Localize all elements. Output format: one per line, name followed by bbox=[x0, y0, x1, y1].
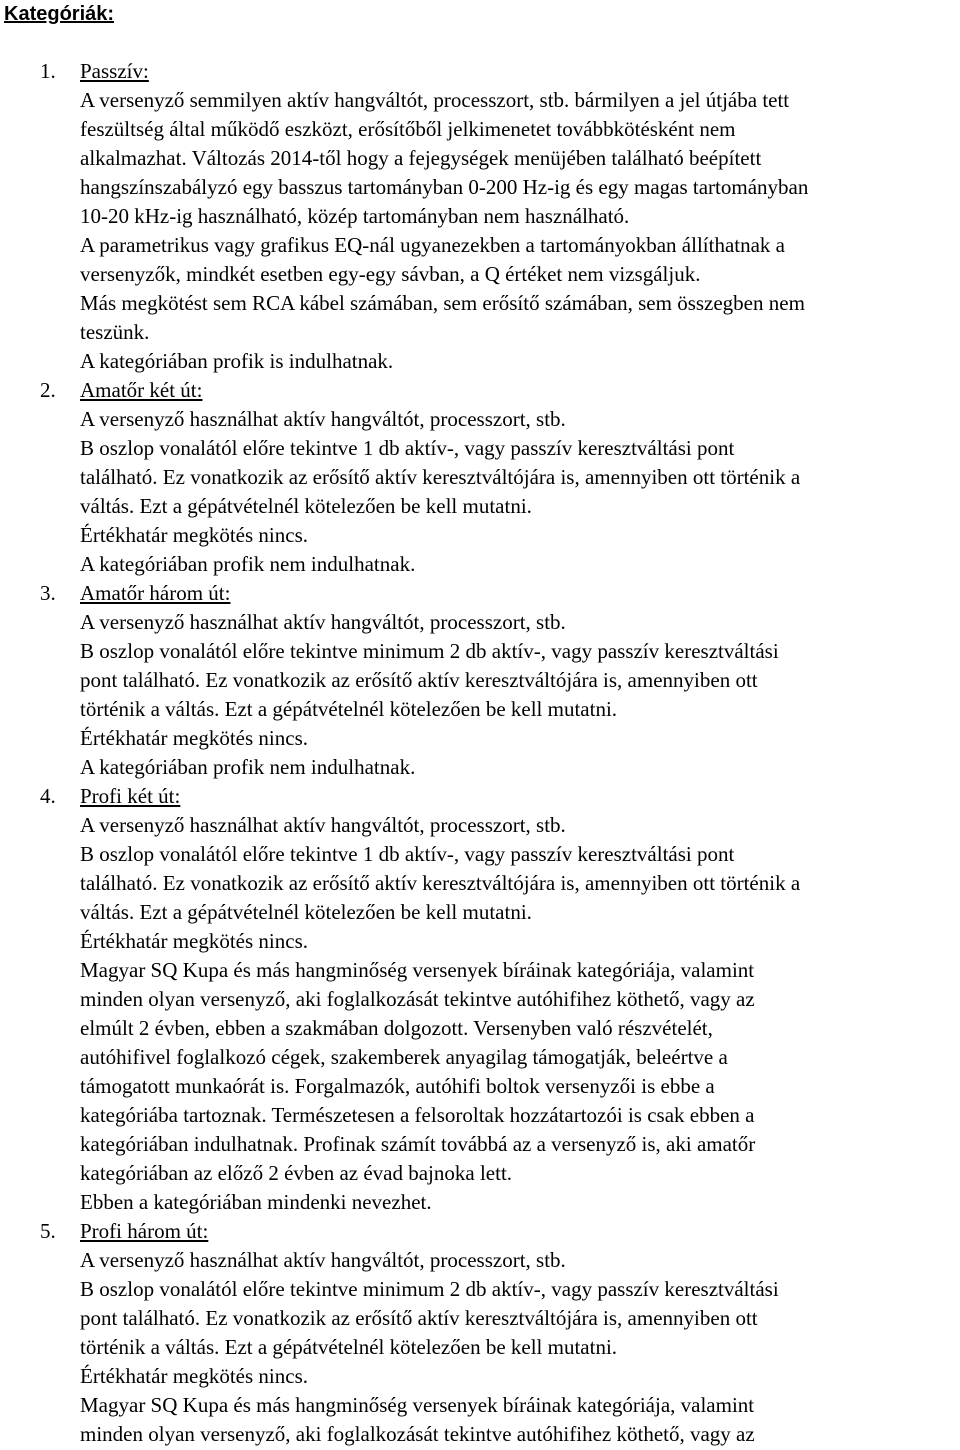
body-line: A kategóriában profik is indulhatnak. bbox=[80, 349, 394, 373]
body-line: A versenyző használhat aktív hangváltót, processzort, stb. bbox=[80, 1248, 566, 1272]
body-line: B oszlop vonalától előre tekintve minimum 2 db aktív-, vagy passzív keresztváltási bbox=[80, 1277, 779, 1301]
body-line: támogatott munkaórát is. Forgalmazók, autóhifi boltok versenyzői is ebbe a bbox=[80, 1074, 715, 1098]
category-body bbox=[80, 608, 955, 782]
category-number: 5. bbox=[40, 1219, 56, 1243]
body-line: hangszínszabályzó egy basszus tartományban 0-200 Hz-ig és egy magas tartományban bbox=[80, 175, 809, 199]
body-line: kategóriában az előző 2 évben az évad bajnoka lett. bbox=[80, 1161, 513, 1185]
category-title: Amatőr két út: bbox=[80, 378, 203, 402]
body-line: B oszlop vonalától előre tekintve 1 db aktív-, vagy passzív keresztváltási pont bbox=[80, 436, 735, 460]
body-line: elmúlt 2 évben, ebben a szakmában dolgozott. Versenyben való részvételét, bbox=[80, 1016, 713, 1040]
body-line: Értékhatár megkötés nincs. bbox=[80, 1364, 309, 1388]
body-line: A parametrikus vagy grafikus EQ-nál ugyanezekben a tartományokban állíthatnak a bbox=[80, 233, 785, 257]
body-line: 10-20 kHz-ig használható, közép tartományban nem használható. bbox=[80, 204, 630, 228]
body-line: történik a váltás. Ezt a gépátvételnél kötelezően be kell mutatni. bbox=[80, 697, 618, 721]
category-title: Amatőr három út: bbox=[80, 581, 231, 605]
body-line: Más megkötést sem RCA kábel számában, sem erősítő számában, sem összegben nem bbox=[80, 291, 805, 315]
body-line: teszünk. bbox=[80, 320, 150, 344]
body-line: Értékhatár megkötés nincs. bbox=[80, 523, 309, 547]
body-line: Ebben a kategóriában mindenki nevezhet. bbox=[80, 1190, 432, 1214]
body-line: Magyar SQ Kupa és más hangminőség versenyek bíráinak kategóriája, valamint bbox=[80, 958, 755, 982]
body-line: minden olyan versenyző, aki foglalkozását tekintve autóhifihez köthető, vagy az bbox=[80, 1422, 755, 1446]
body-line: A kategóriában profik nem indulhatnak. bbox=[80, 552, 416, 576]
body-line: A versenyző használhat aktív hangváltót, processzort, stb. bbox=[80, 813, 566, 837]
body-line: A versenyző használhat aktív hangváltót, processzort, stb. bbox=[80, 407, 566, 431]
category-number: 4. bbox=[40, 784, 56, 808]
category-title: Passzív: bbox=[80, 59, 149, 83]
body-line: autóhifivel foglalkozó cégek, szakemberek anyagilag támogatják, beleértve a bbox=[80, 1045, 728, 1069]
body-line: minden olyan versenyző, aki foglalkozását tekintve autóhifihez köthető, vagy az bbox=[80, 987, 755, 1011]
body-line: található. Ez vonatkozik az erősítő aktív keresztváltójára is, amennyiben ott történik a bbox=[80, 465, 801, 489]
body-line: alkalmazhat. Változás 2014-től hogy a fejegységek menüjében található beépített bbox=[80, 146, 762, 170]
body-line: versenyzők, mindkét esetben egy-egy sávban, a Q értéket nem vizsgáljuk. bbox=[80, 262, 701, 286]
category-body bbox=[80, 86, 955, 376]
category-number: 2. bbox=[40, 378, 56, 402]
body-line: A versenyző semmilyen aktív hangváltót, processzort, stb. bármilyen a jel útjába tett bbox=[80, 88, 790, 112]
body-line: Értékhatár megkötés nincs. bbox=[80, 726, 309, 750]
body-line: Értékhatár megkötés nincs. bbox=[80, 929, 309, 953]
body-line: feszültség által működő eszközt, erősítőből jelkimenetet továbbkötésként nem bbox=[80, 117, 736, 141]
body-line: pont található. Ez vonatkozik az erősítő aktív keresztváltójára is, amennyiben ott bbox=[80, 1306, 758, 1330]
body-line: váltás. Ezt a gépátvételnél kötelezően be kell mutatni. bbox=[80, 494, 532, 518]
category-number: 1. bbox=[40, 59, 56, 83]
category-body bbox=[80, 1246, 955, 1449]
category-title: Profi három út: bbox=[80, 1219, 209, 1243]
body-line: Magyar SQ Kupa és más hangminőség versenyek bíráinak kategóriája, valamint bbox=[80, 1393, 755, 1417]
body-line: A versenyző használhat aktív hangváltót, processzort, stb. bbox=[80, 610, 566, 634]
body-line: B oszlop vonalától előre tekintve 1 db aktív-, vagy passzív keresztváltási pont bbox=[80, 842, 735, 866]
category-title: Profi két út: bbox=[80, 784, 181, 808]
body-line: A kategóriában profik nem indulhatnak. bbox=[80, 755, 416, 779]
category-body bbox=[80, 405, 955, 579]
body-line: történik a váltás. Ezt a gépátvételnél kötelezően be kell mutatni. bbox=[80, 1335, 618, 1359]
body-line: váltás. Ezt a gépátvételnél kötelezően be kell mutatni. bbox=[80, 900, 532, 924]
category-body bbox=[80, 811, 955, 1217]
category-number: 3. bbox=[40, 581, 56, 605]
body-line: B oszlop vonalától előre tekintve minimum 2 db aktív-, vagy passzív keresztváltási bbox=[80, 639, 779, 663]
page-heading: Kategóriák: bbox=[4, 3, 115, 25]
body-line: kategóriában indulhatnak. Profinak számít továbbá az a versenyző is, aki amatőr bbox=[80, 1132, 756, 1156]
body-line: található. Ez vonatkozik az erősítő aktív keresztváltójára is, amennyiben ott történik a bbox=[80, 871, 801, 895]
body-line: kategóriába tartoznak. Természetesen a felsoroltak hozzátartozói is csak ebben a bbox=[80, 1103, 755, 1127]
body-line: pont található. Ez vonatkozik az erősítő aktív keresztváltójára is, amennyiben ott bbox=[80, 668, 758, 692]
